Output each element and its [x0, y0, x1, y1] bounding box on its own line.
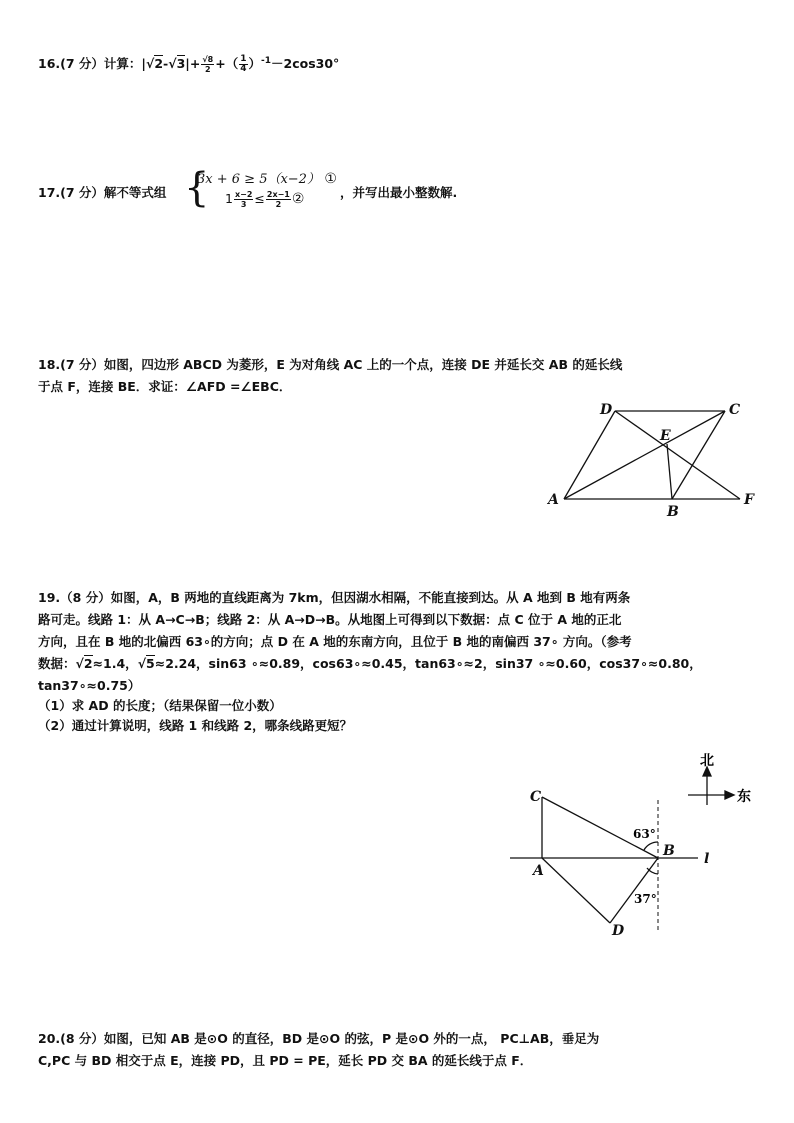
- q17-brace: {: [184, 165, 210, 211]
- q18-line2: 于点 F，连接 BE．求证：∠AFD =∠EBC．: [38, 379, 292, 394]
- segment-ad: [542, 858, 610, 923]
- q19-line4: [38, 655, 702, 673]
- q19-line4-c: ≈2.24，sin63 ∘≈0.89，cos63∘≈0.45，tan63∘≈2，sin37 ∘≈0.60，cos37∘≈0.80，: [154, 656, 702, 671]
- q20-line1: 20.(8 分）如图，已知 AB 是⊙O 的直径，BD 是⊙O 的弦，P 是⊙O 外的一点， PC⊥AB，垂足为: [38, 1031, 600, 1046]
- sqrt-symbol: √: [168, 56, 177, 72]
- q16-minus: -: [163, 56, 169, 72]
- q17-circle2: ②: [291, 191, 305, 207]
- q17-frac2: [266, 190, 291, 209]
- label-f: F: [744, 492, 754, 508]
- segment-eb: [667, 444, 672, 499]
- sqrt-symbol: √: [137, 656, 147, 671]
- q16-fraction-quarter: [239, 55, 247, 74]
- fraction-denominator: 3: [240, 200, 247, 209]
- q19-line5: tan37∘≈0.75）: [38, 678, 141, 693]
- q17-ineq2-line: [225, 190, 304, 209]
- fraction-denominator: 2: [204, 65, 211, 75]
- q16-tail: －2cos30°: [271, 56, 340, 72]
- label-l: l: [704, 851, 710, 867]
- q19-sqrt5: 5: [146, 656, 155, 671]
- q16-line: [38, 52, 339, 74]
- q19-sub1: （1）求 AD 的长度；（结果保留一位小数）: [38, 698, 282, 713]
- q16-abs-open: |: [141, 56, 146, 72]
- q19-line3: 方向，且在 B 地的北偏西 63∘的方向；点 D 在 A 地的东南方向，且位于 B 地的南偏西 37∘ 方向。（参考: [38, 634, 632, 649]
- label-e: E: [660, 428, 671, 444]
- sqrt-symbol: √: [145, 56, 155, 72]
- q20-line2: C,PC 与 BD 相交于点 E，连接 PD，且 PD = PE，延长 PD 交 BA 的延长线于点 F．: [38, 1053, 533, 1068]
- label-b: B: [663, 843, 675, 859]
- q17-ineq2-op: ≤: [254, 191, 265, 206]
- q19-line1: 19.（8 分）如图，A，B 两地的直线距离为 7km，但因湖水相隔，不能直接到达。从 A 地到 B 地有两条: [38, 590, 631, 605]
- label-a: A: [548, 492, 559, 508]
- q17-ineq2-pre: 1: [225, 191, 233, 206]
- label-b: B: [667, 504, 679, 520]
- fraction-denominator: 2: [275, 200, 282, 209]
- north-label: 北: [700, 753, 714, 769]
- q18-rhombus-figure: [540, 398, 760, 520]
- q17-tail: ，并写出最小整数解.: [340, 185, 458, 200]
- q19-line4-a: 数据：: [38, 656, 76, 671]
- q17-number: 17.(7 分）解不等式组: [38, 185, 167, 200]
- q19-sqrt2: 2: [83, 656, 93, 671]
- q18-line1: 18.(7 分）如图，四边形 ABCD 为菱形，E 为对角线 AC 上的一个点，连接 DE 并延长交 AB 的延长线: [38, 357, 623, 372]
- q17-ineq1-line: [197, 170, 337, 189]
- q19-map-figure: [500, 745, 780, 945]
- q19-line2: 路可走。线路 1：从 A→C→B；线路 2：从 A→D→B。从地图上可得到以下数据：点 C 位于 A 地的正北: [38, 612, 622, 627]
- segment-db: [610, 858, 658, 923]
- east-arrow-icon: [725, 791, 734, 799]
- fraction-denominator: 4: [240, 64, 247, 75]
- q19-line4-b: ≈1.4，: [92, 656, 138, 671]
- q16-sqrt3: 3: [176, 56, 186, 72]
- q16-abs-close: |+: [185, 56, 201, 72]
- q16-sqrt2: 2: [154, 56, 164, 72]
- angle-label-63: 63°: [633, 827, 656, 841]
- fraction-numerator: 2x−1: [266, 190, 290, 199]
- q19-sub2: （2）通过计算说明，线路 1 和线路 2，哪条线路更短？: [38, 718, 353, 733]
- fraction-numerator: 1: [240, 54, 247, 65]
- line-df: [615, 411, 740, 499]
- q17-frac1: [234, 190, 253, 209]
- q16-exponent: -1: [261, 56, 272, 66]
- q16-plus: +: [215, 56, 226, 72]
- label-d: D: [612, 923, 625, 939]
- q16-fraction: [201, 55, 214, 74]
- q16-paren-close: ）: [248, 56, 262, 72]
- label-c: C: [530, 789, 542, 805]
- fraction-numerator: x−2: [234, 190, 253, 199]
- label-c: C: [729, 402, 741, 418]
- q16-number: 16.(7 分）计算：: [38, 56, 142, 72]
- side-cb: [672, 411, 725, 499]
- east-label: 东: [737, 789, 751, 805]
- q17-circle1: ①: [324, 171, 337, 187]
- label-d: D: [600, 402, 613, 418]
- q17-ineq1: 3x + 6 ≥ 5（x−2）: [197, 172, 320, 187]
- diagonal-ac: [564, 411, 725, 499]
- angle-label-37: 37°: [634, 892, 657, 906]
- angle-arc-63: [644, 842, 658, 850]
- label-a: A: [533, 863, 544, 879]
- fraction-numerator: √8: [202, 55, 214, 65]
- sqrt-symbol: √: [75, 656, 84, 671]
- q16-paren-open: （: [225, 56, 239, 72]
